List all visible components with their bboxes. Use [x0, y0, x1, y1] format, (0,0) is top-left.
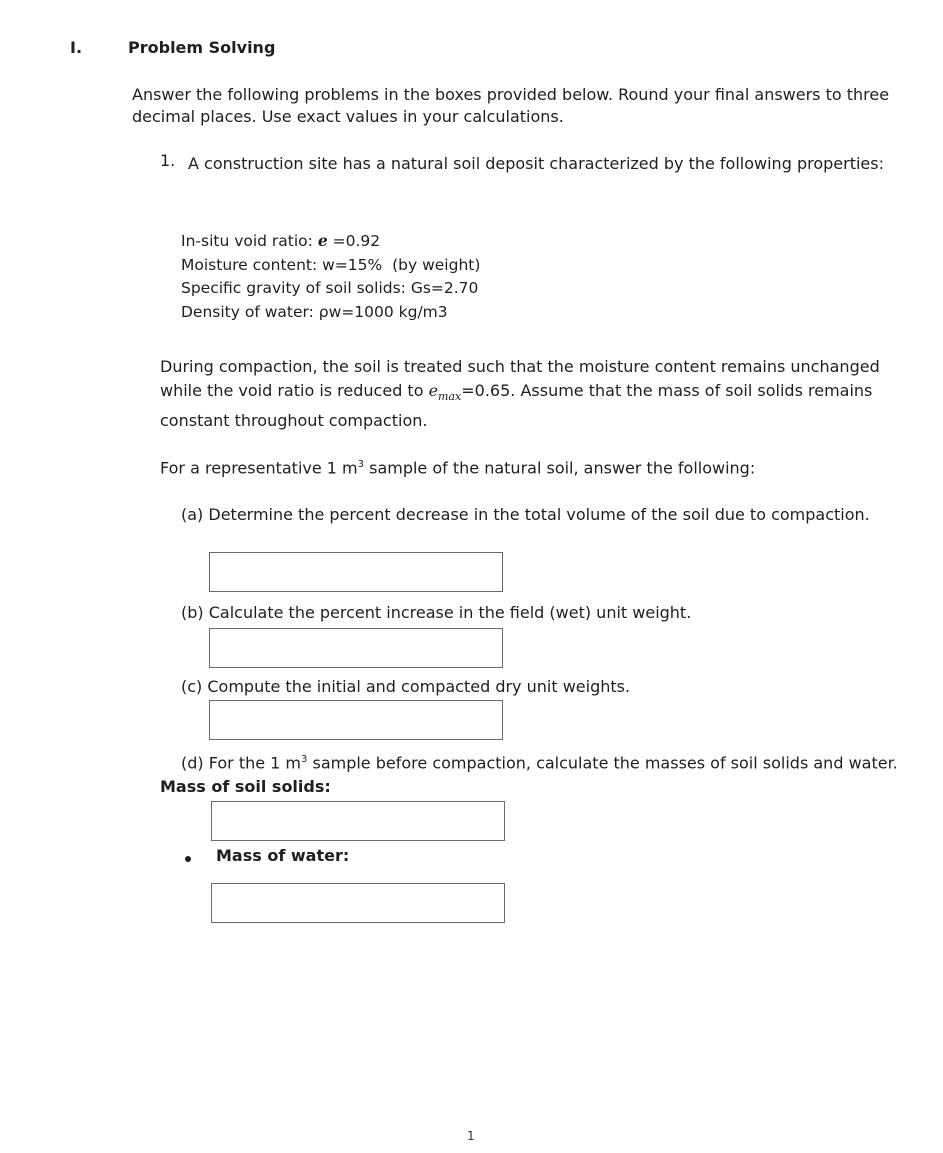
- representative-sample-line: [160, 453, 920, 480]
- part-d-bold-label: Mass of soil solids:: [160, 777, 331, 797]
- compaction-paragraph: [160, 355, 920, 433]
- representative-sup: 3: [357, 459, 365, 470]
- gravity-line: Specific gravity of soil solids: Gs=2.70: [181, 279, 479, 297]
- answer-box-solids[interactable]: [211, 801, 505, 841]
- void-ratio-line: [181, 229, 480, 254]
- void-ratio-label: In-situ void ratio:: [181, 232, 318, 250]
- part-a-text: (a) Determine the percent decrease in the total volume of the soil due to compaction.: [181, 505, 870, 524]
- part-a-question: [181, 503, 881, 527]
- part-d-before: (d) For the 1 m: [181, 753, 302, 773]
- emax-letter: e: [428, 381, 439, 400]
- moisture-line: Moisture content: w=15% (by weight): [181, 255, 481, 274]
- compaction-text-before: During compaction, the soil is treated such that the moisture content remains unchanged while the void ratio is reduced to: [160, 357, 880, 400]
- density-line: Density of water: ρw=1000 kg/m3: [181, 302, 448, 321]
- void-ratio-value: =0.92: [327, 232, 381, 250]
- part-c-question: (c) Compute the initial and compacted dry unit weights.: [181, 677, 631, 696]
- part-d-after: sample before compaction, calculate the masses of soil solids and water.: [307, 753, 898, 773]
- answer-box-c[interactable]: [209, 700, 503, 740]
- page-number: 1: [467, 1129, 475, 1143]
- emax-subscript: max: [438, 390, 462, 404]
- bullet-icon: [185, 856, 191, 862]
- section-title: Problem Solving: [128, 38, 276, 57]
- soil-properties: [181, 229, 480, 324]
- problem-number: 1.: [160, 151, 176, 170]
- section-number: I.: [70, 38, 83, 57]
- representative-before: For a representative 1 m: [160, 458, 358, 478]
- part-d-question: [160, 748, 920, 799]
- part-d-sup: 3: [301, 754, 308, 765]
- answer-box-water[interactable]: [211, 883, 505, 923]
- emax-symbol: [428, 381, 462, 404]
- water-mass-label: Mass of water:: [216, 846, 350, 865]
- answer-box-a[interactable]: [209, 552, 503, 592]
- instructions: Answer the following problems in the boxes provided below. Round your final answers to three decimal places. Use exact values in your calculations.: [132, 85, 890, 126]
- answer-box-b[interactable]: [209, 628, 503, 668]
- problem-intro: A construction site has a natural soil deposit characterized by the following properties:: [188, 154, 884, 173]
- part-b-question: (b) Calculate the percent increase in the field (wet) unit weight.: [181, 603, 692, 622]
- void-ratio-symbol: e: [317, 231, 328, 250]
- representative-after: sample of the natural soil, answer the following:: [364, 458, 756, 478]
- compaction-text-after: =0.65. Assume that the mass of soil solids remains constant throughout compaction.: [160, 381, 873, 431]
